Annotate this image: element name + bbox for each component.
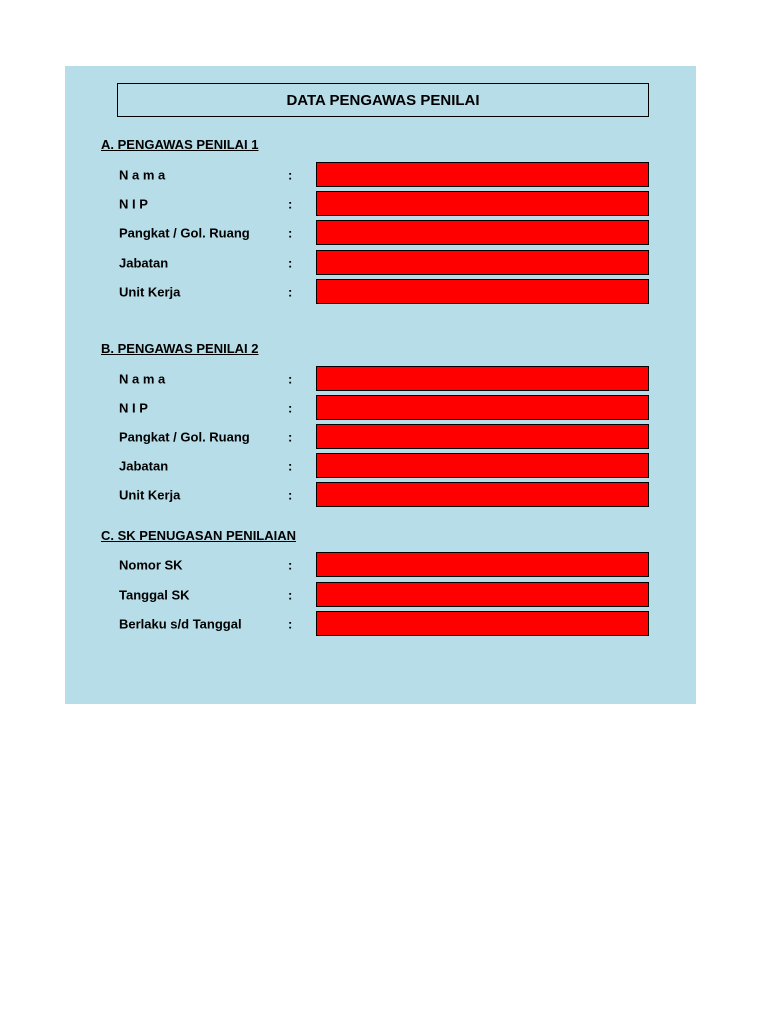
- field-label: N I P: [119, 196, 148, 211]
- section-b-row-pangkat: [119, 424, 649, 449]
- pengawas-1-jabatan-field[interactable]: [316, 250, 649, 275]
- field-label: Nomor SK: [119, 557, 183, 572]
- pengawas-2-nama-field[interactable]: [316, 366, 649, 391]
- section-b-heading: B. PENGAWAS PENILAI 2: [101, 341, 259, 356]
- field-label: N I P: [119, 400, 148, 415]
- section-b-row-nama: [119, 366, 649, 391]
- pengawas-1-nip-field[interactable]: [316, 191, 649, 216]
- field-colon: :: [288, 284, 293, 299]
- field-colon: :: [288, 167, 293, 182]
- field-colon: :: [288, 196, 293, 211]
- field-label: Jabatan: [119, 255, 169, 270]
- field-label: Pangkat / Gol. Ruang: [119, 225, 250, 240]
- section-c-row-berlaku: [119, 611, 649, 636]
- section-a-row-pangkat: [119, 220, 649, 245]
- field-label: Unit Kerja: [119, 487, 181, 502]
- field-label: Unit Kerja: [119, 284, 181, 299]
- field-label: N a m a: [119, 371, 166, 386]
- pengawas-1-unit-kerja-field[interactable]: [316, 279, 649, 304]
- pengawas-1-pangkat-field[interactable]: [316, 220, 649, 245]
- field-label: Berlaku s/d Tanggal: [119, 616, 242, 631]
- field-label: Jabatan: [119, 458, 169, 473]
- form-sheet: [65, 66, 696, 704]
- form-title: DATA PENGAWAS PENILAI: [117, 83, 649, 117]
- berlaku-sd-tanggal-field[interactable]: [316, 611, 649, 636]
- section-b-row-nip: [119, 395, 649, 420]
- section-c-heading: C. SK PENUGASAN PENILAIAN: [101, 528, 297, 543]
- section-c-row-tanggal-sk: [119, 582, 649, 607]
- section-a-row-nip: [119, 191, 649, 216]
- field-colon: :: [288, 225, 293, 240]
- field-colon: :: [288, 587, 293, 602]
- field-colon: :: [288, 616, 293, 631]
- section-a-row-nama: [119, 162, 649, 187]
- pengawas-2-jabatan-field[interactable]: [316, 453, 649, 478]
- section-a-heading: A. PENGAWAS PENILAI 1: [101, 137, 259, 152]
- field-colon: :: [288, 458, 293, 473]
- field-colon: :: [288, 255, 293, 270]
- field-colon: :: [288, 487, 293, 502]
- pengawas-1-nama-field[interactable]: [316, 162, 649, 187]
- tanggal-sk-field[interactable]: [316, 582, 649, 607]
- pengawas-2-unit-kerja-field[interactable]: [316, 482, 649, 507]
- pengawas-2-nip-field[interactable]: [316, 395, 649, 420]
- section-b-row-unit-kerja: [119, 482, 649, 507]
- section-b-row-jabatan: [119, 453, 649, 478]
- field-label: Pangkat / Gol. Ruang: [119, 429, 250, 444]
- pengawas-2-pangkat-field[interactable]: [316, 424, 649, 449]
- field-colon: :: [288, 371, 293, 386]
- field-colon: :: [288, 429, 293, 444]
- field-colon: :: [288, 557, 293, 572]
- field-colon: :: [288, 400, 293, 415]
- field-label: N a m a: [119, 167, 166, 182]
- field-label: Tanggal SK: [119, 587, 190, 602]
- section-a-row-jabatan: [119, 250, 649, 275]
- nomor-sk-field[interactable]: [316, 552, 649, 577]
- section-c-row-nomor-sk: [119, 552, 649, 577]
- section-a-row-unit-kerja: [119, 279, 649, 304]
